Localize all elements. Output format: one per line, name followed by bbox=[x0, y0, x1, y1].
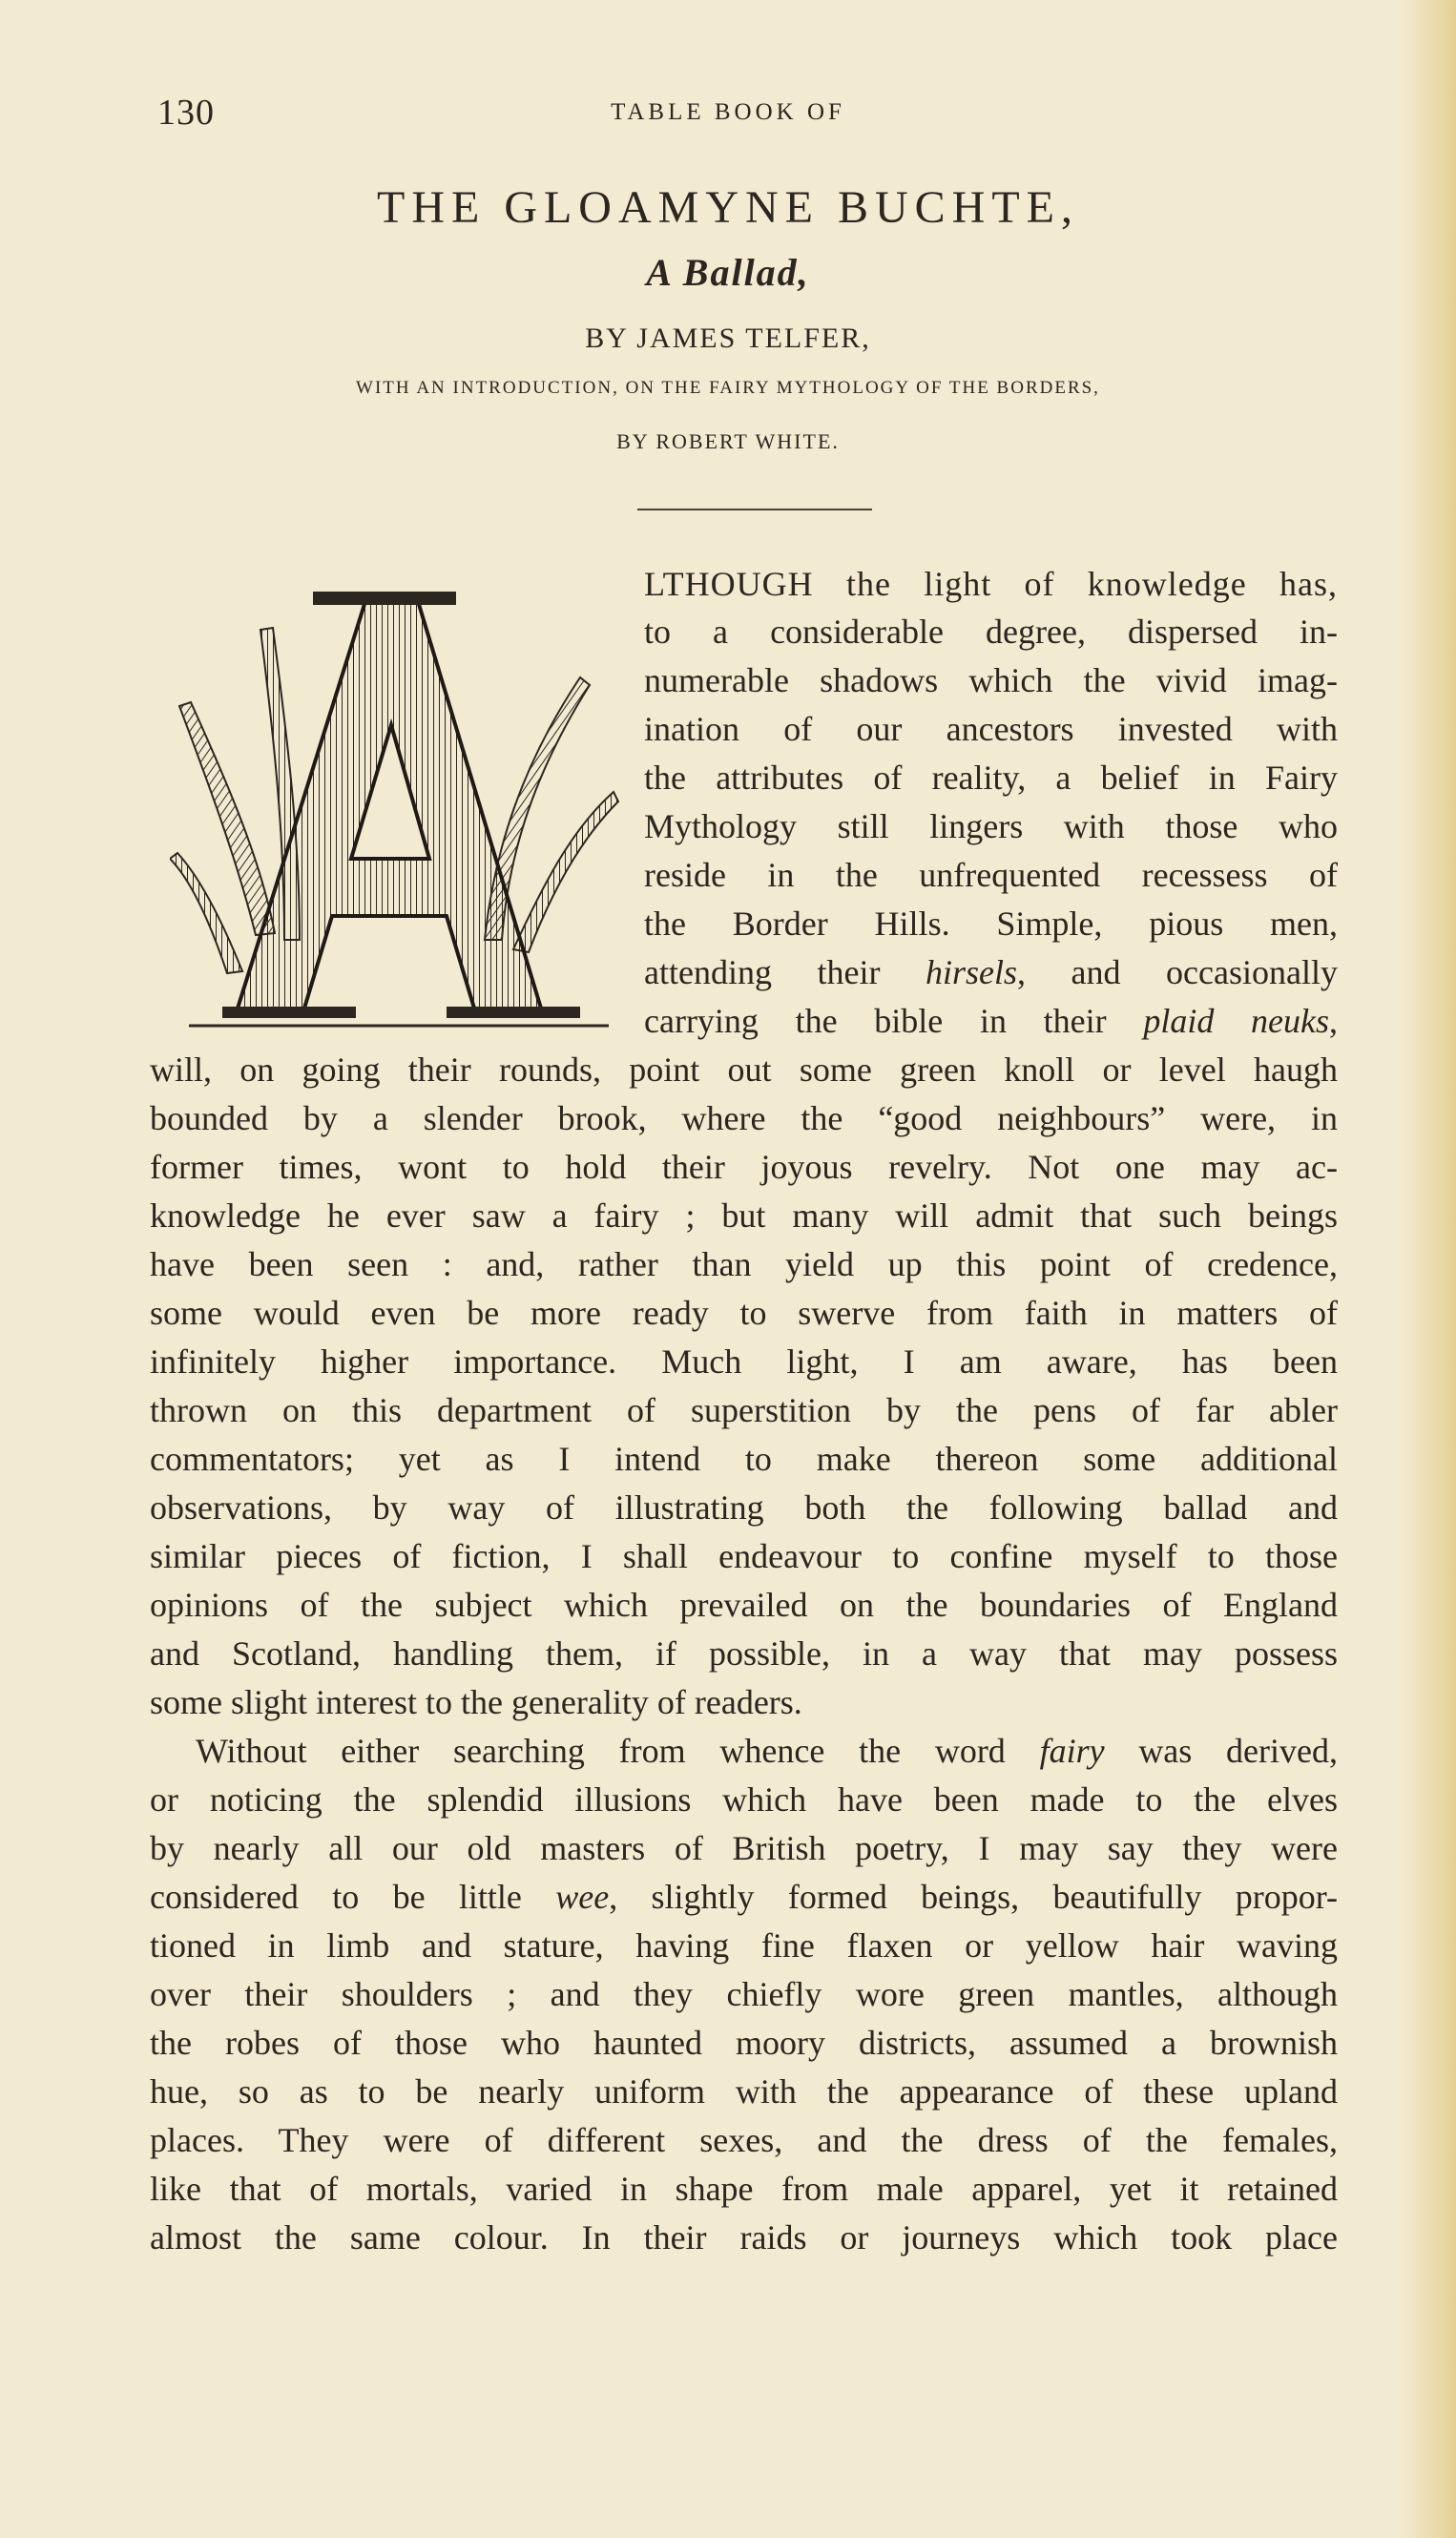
text-line: former times, wont to hold their joyous revelry. Not one may ac- bbox=[150, 1148, 1338, 1186]
italic-word: wee bbox=[555, 1878, 610, 1916]
text-line bbox=[150, 1727, 1338, 1775]
page-number: 130 bbox=[157, 93, 215, 133]
text-line bbox=[150, 1873, 1338, 1921]
text-line: almost the same colour. In their raids or journeys which took place bbox=[150, 2218, 1338, 2257]
text-line: commentators; yet as I intend to make thereon some additional bbox=[150, 1440, 1338, 1478]
page-title: THE GLOAMYNE BUCHTE, bbox=[377, 182, 1079, 233]
author-line: BY JAMES TELFER, bbox=[585, 322, 871, 354]
text-run: was derived, bbox=[1104, 1732, 1338, 1770]
text-line: similar pieces of fiction, I shall endeavour to confine myself to those bbox=[150, 1537, 1338, 1575]
text-line bbox=[644, 948, 1338, 996]
title-rule bbox=[637, 509, 872, 510]
italic-phrase: plaid neuks bbox=[1143, 1002, 1329, 1040]
text-line: some slight interest to the generality of readers. bbox=[150, 1683, 802, 1721]
text-line bbox=[644, 997, 1338, 1045]
text-line: have been seen : and, rather than yield up this point of credence, bbox=[150, 1245, 1338, 1283]
subtitle: A Ballad, bbox=[646, 251, 810, 294]
text-run: , and occasionally bbox=[1017, 953, 1338, 991]
text-line: by nearly all our old masters of British poetry, I may say they were bbox=[150, 1829, 1338, 1867]
text-line: to a considerable degree, dispersed in- bbox=[644, 613, 1338, 651]
introduction-author: BY ROBERT WHITE. bbox=[616, 429, 840, 453]
text-line: over their shoulders ; and they chiefly wore green mantles, although bbox=[150, 1975, 1338, 2013]
running-head bbox=[0, 92, 1456, 139]
italic-word: fairy bbox=[1039, 1732, 1105, 1770]
text-line: knowledge he ever saw a fairy ; but many will admit that such beings bbox=[150, 1196, 1338, 1235]
text-line: like that of mortals, varied in shape from male apparel, yet it retained bbox=[150, 2170, 1338, 2208]
text-line: hue, so as to be nearly uniform with the appearance of these upland bbox=[150, 2072, 1338, 2111]
text-line: the robes of those who haunted moory districts, assumed a brownish bbox=[150, 2024, 1338, 2062]
text-run: , bbox=[1329, 1002, 1338, 1040]
text-line: bounded by a slender brook, where the “good neighbours” were, in bbox=[150, 1099, 1338, 1137]
running-title: TABLE BOOK OF bbox=[611, 99, 845, 125]
text-line: reside in the unfrequented recessess of bbox=[644, 856, 1338, 894]
text-line: some would even be more ready to swerve from faith in matters of bbox=[150, 1294, 1338, 1332]
text-run: considered to be little bbox=[150, 1878, 556, 1916]
text-run: attending their bbox=[644, 953, 926, 991]
text-line: places. They were of different sexes, and the dress of the females, bbox=[150, 2121, 1338, 2159]
text-line: tioned in limb and stature, having fine flaxen or yellow hair waving bbox=[150, 1926, 1338, 1965]
text-line: the Border Hills. Simple, pious men, bbox=[644, 905, 1338, 943]
text-line: will, on going their rounds, point out some green knoll or level haugh bbox=[150, 1051, 1338, 1089]
text-run: , slightly formed beings, beautifully propor- bbox=[609, 1878, 1338, 1916]
text-line: or noticing the splendid illusions which have been made to the elves bbox=[150, 1780, 1338, 1819]
text-line: Mythology still lingers with those who bbox=[644, 807, 1338, 845]
text-line: and Scotland, handling them, if possible, in a way that may possess bbox=[150, 1634, 1338, 1673]
text-line: infinitely higher importance. Much light, I am aware, has been bbox=[150, 1342, 1338, 1381]
text-run: Without either searching from whence the word bbox=[196, 1732, 1040, 1770]
text-line: LTHOUGH the light of knowledge has, bbox=[644, 565, 1338, 603]
text-line: thrown on this department of superstition by the pens of far abler bbox=[150, 1391, 1338, 1429]
drop-cap-illustration bbox=[170, 572, 622, 1030]
text-line: the attributes of reality, a belief in Fairy bbox=[644, 759, 1338, 797]
text-line: opinions of the subject which prevailed on the boundaries of England bbox=[150, 1586, 1338, 1624]
introduction-line: WITH AN INTRODUCTION, ON THE FAIRY MYTHOLOGY OF THE BORDERS, bbox=[356, 378, 1100, 398]
text-line: numerable shadows which the vivid imag- bbox=[644, 661, 1338, 699]
italic-word: hirsels bbox=[926, 953, 1018, 991]
text-run: carrying the bible in their bbox=[644, 1002, 1144, 1040]
text-line: ination of our ancestors invested with bbox=[644, 710, 1338, 748]
text-line: observations, by way of illustrating both the following ballad and bbox=[150, 1488, 1338, 1527]
